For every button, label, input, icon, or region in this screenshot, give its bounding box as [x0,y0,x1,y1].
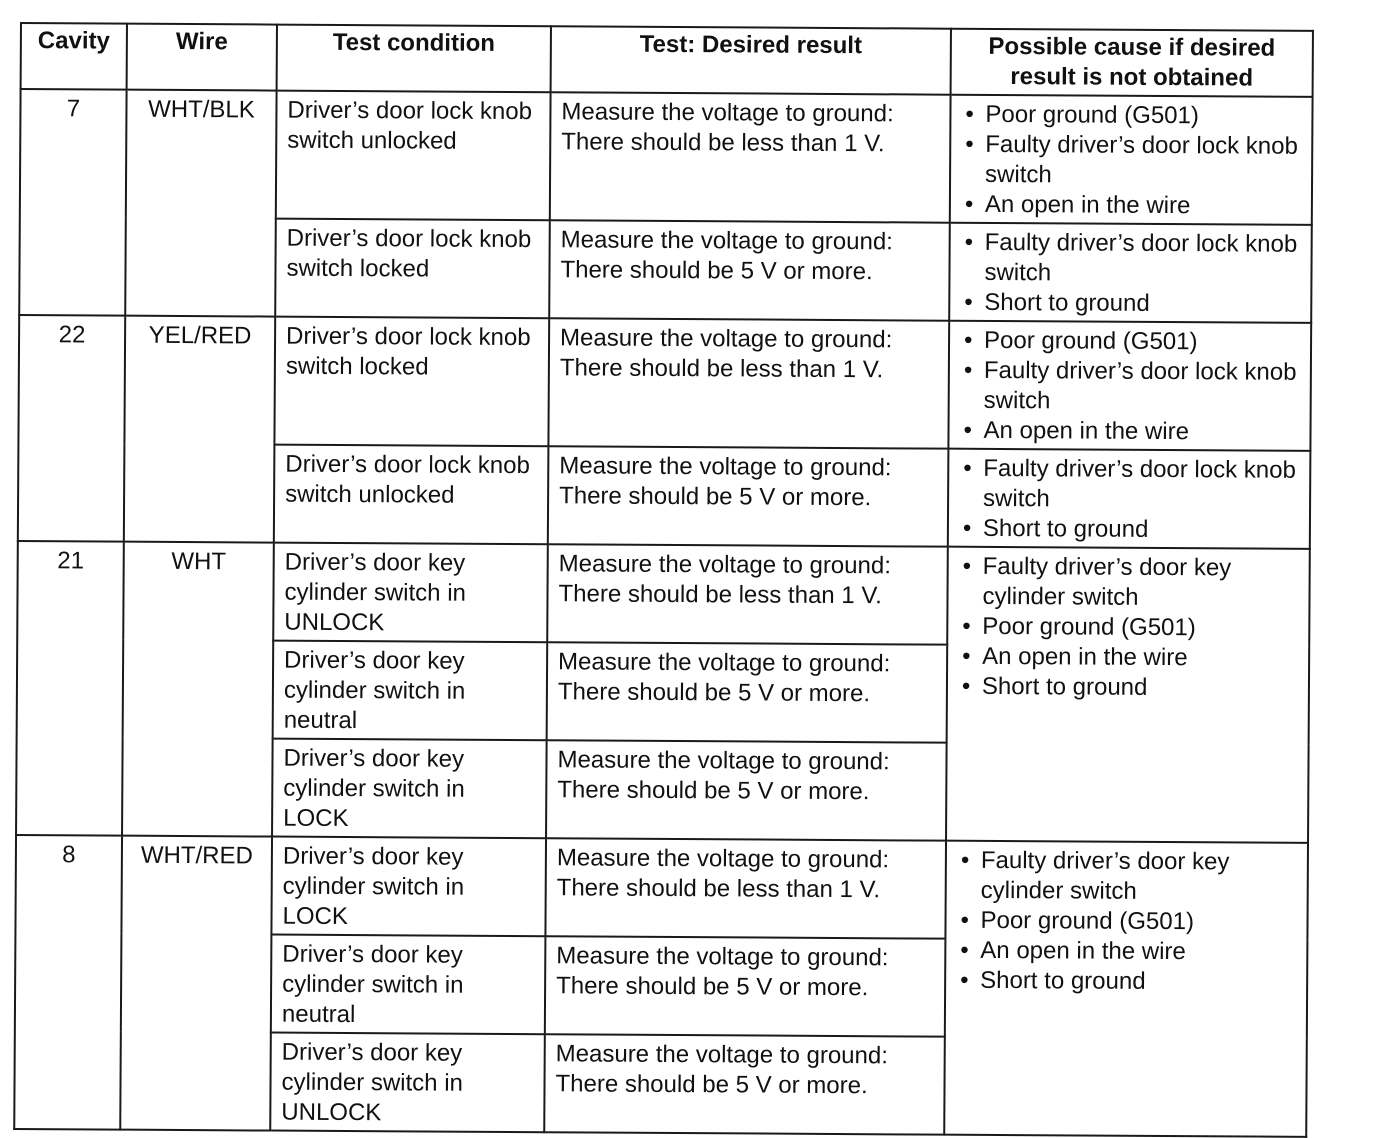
condition-cell: Driver’s door lock knob switch locked [274,317,549,447]
header-row [21,23,1313,97]
result-cell: Measure the voltage to ground: There should be 5 V or more. [549,220,950,320]
cause-cell [948,449,1311,549]
cause-cell [946,547,1310,843]
condition-cell: Driver’s door key cylinder switch in LOCK [272,739,547,839]
cause-item: • Faulty driver’s door lock knob switch [961,130,1301,192]
cause-item: • Faulty driver’s door lock knob switch [960,228,1300,290]
result-cell: Measure the voltage to ground: There should be 5 V or more. [548,446,949,546]
condition-cell: Driver’s door key cylinder switch in neutral [273,641,548,741]
cause-item: • Poor ground (G501) [961,100,1301,132]
cause-item: • An open in the wire [956,936,1296,968]
cause-item: • Poor ground (G501) [960,326,1300,358]
cause-item: • Faulty driver’s door key cylinder switch [957,846,1297,908]
cause-item: • Poor ground (G501) [958,612,1298,644]
condition-cell: Driver’s door lock knob switch locked [275,219,550,319]
cause-item: • An open in the wire [958,642,1298,674]
result-cell: Measure the voltage to ground: There should be less than 1 V. [547,544,948,644]
condition-cell: Driver’s door key cylinder switch in UNLOCK [273,543,548,643]
troubleshooting-table [13,22,1314,1138]
condition-cell: Driver’s door key cylinder switch in LOCK [271,837,546,937]
cause-cell [949,223,1312,323]
cause-item: • An open in the wire [959,416,1299,448]
wire-cell: WHT/BLK [125,90,276,317]
wire-cell: WHT [122,542,274,837]
header-possible-cause: Possible cause if desired result is not obtained [951,29,1313,97]
cause-item: • Faulty driver’s door key cylinder switch [958,552,1298,614]
header-test-condition: Test condition [277,25,551,93]
header-wire: Wire [127,24,277,91]
condition-cell: Driver’s door lock knob switch unlocked [276,91,551,221]
header-desired-result: Test: Desired result [551,26,951,94]
wire-cell: WHT/RED [120,836,272,1131]
cause-item: • Short to ground [956,966,1296,998]
condition-cell: Driver’s door key cylinder switch in neutral [271,935,546,1035]
condition-cell: Driver’s door key cylinder switch in UNLOCK [270,1033,545,1133]
condition-cell: Driver’s door lock knob switch unlocked [274,445,549,545]
header-cavity: Cavity [21,23,127,90]
cause-cell [944,841,1308,1137]
table-row [18,315,1311,451]
cavity-cell: 22 [18,315,125,542]
result-cell: Measure the voltage to ground: There should be less than 1 V. [550,92,951,222]
table-row [17,541,1310,647]
cavity-cell: 21 [16,541,124,836]
cause-item: • An open in the wire [961,190,1301,222]
cavity-cell: 8 [14,835,122,1130]
cause-item: • Faulty driver’s door lock knob switch [960,356,1300,418]
wire-cell: YEL/RED [124,316,275,543]
result-cell: Measure the voltage to ground: There should be less than 1 V. [548,318,949,448]
result-cell: Measure the voltage to ground: There should be 5 V or more. [547,642,948,742]
cause-cell [950,95,1313,225]
cause-item: • Short to ground [959,514,1299,546]
cavity-cell: 7 [19,89,126,316]
result-cell: Measure the voltage to ground: There should be 5 V or more. [544,1034,945,1134]
result-cell: Measure the voltage to ground: There should be less than 1 V. [545,838,946,938]
cause-cell [948,321,1311,451]
cause-item: • Faulty driver’s door lock knob switch [959,454,1299,516]
table-row [20,89,1313,225]
result-cell: Measure the voltage to ground: There should be 5 V or more. [546,740,947,840]
cause-item: • Short to ground [960,288,1300,320]
cause-item: • Short to ground [958,672,1298,704]
cause-item: • Poor ground (G501) [956,906,1296,938]
table-row [15,835,1308,941]
result-cell: Measure the voltage to ground: There should be 5 V or more. [545,936,946,1036]
